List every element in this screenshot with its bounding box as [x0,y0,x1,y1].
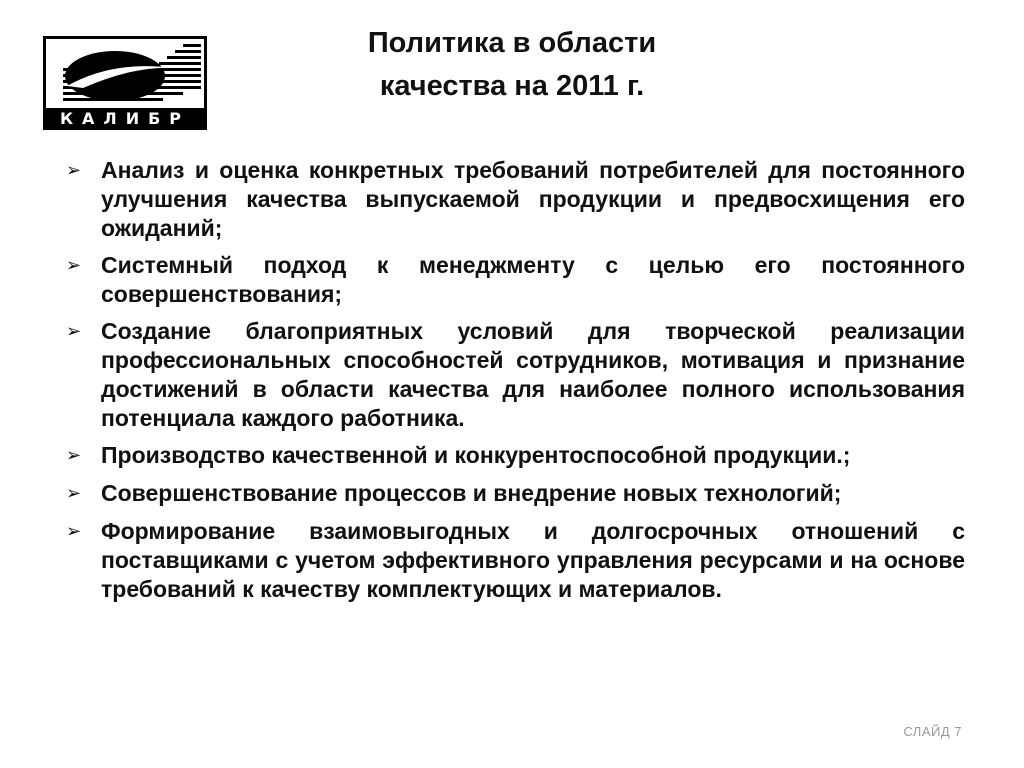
arrow-bullet-icon: ➢ [66,160,82,181]
bullet-text: Создание благоприятных условий для творческой реализации профессиональных способностей сотрудников, мотивация и признание достижений в области качества для наиболее полного использования потенциала каждого работника. [101,318,965,431]
slide-number: СЛАЙД 7 [903,724,962,739]
slide-title-line-1: Политика в области [367,27,657,59]
arrow-bullet-icon: ➢ [66,483,82,504]
list-item [66,251,965,309]
arrow-bullet-icon: ➢ [66,255,82,276]
company-logo [43,36,207,130]
list-item [66,441,965,471]
slide-title-line-2: качества на 2011 г. [379,70,645,102]
policy-bullet-list [66,156,965,612]
bullet-text: Формирование взаимовыгодных и долгосрочных отношений с поставщиками с учетом эффективного управления ресурсами и на основе требований к качеству комплектующих и материалов. [101,518,965,602]
arrow-bullet-icon: ➢ [66,321,82,342]
list-item [66,479,965,509]
arrow-bullet-icon: ➢ [66,445,82,466]
bullet-text: Совершенствование процессов и внедрение новых технологий; [101,480,842,506]
list-item [66,517,965,604]
bullet-text: Системный подход к менеджменту с целью его постоянного совершенствования; [101,252,965,307]
bullet-text: Анализ и оценка конкретных требований потребителей для постоянного улучшения качества выпускаемой продукции и предвосхищения его ожиданий; [101,157,965,241]
list-item [66,156,965,243]
bullet-text: Производство качественной и конкурентоспособной продукции.; [101,442,851,468]
arrow-bullet-icon: ➢ [66,521,82,542]
slide-title [250,22,774,108]
list-item [66,317,965,433]
logo-text: КАЛИБР [59,109,191,128]
